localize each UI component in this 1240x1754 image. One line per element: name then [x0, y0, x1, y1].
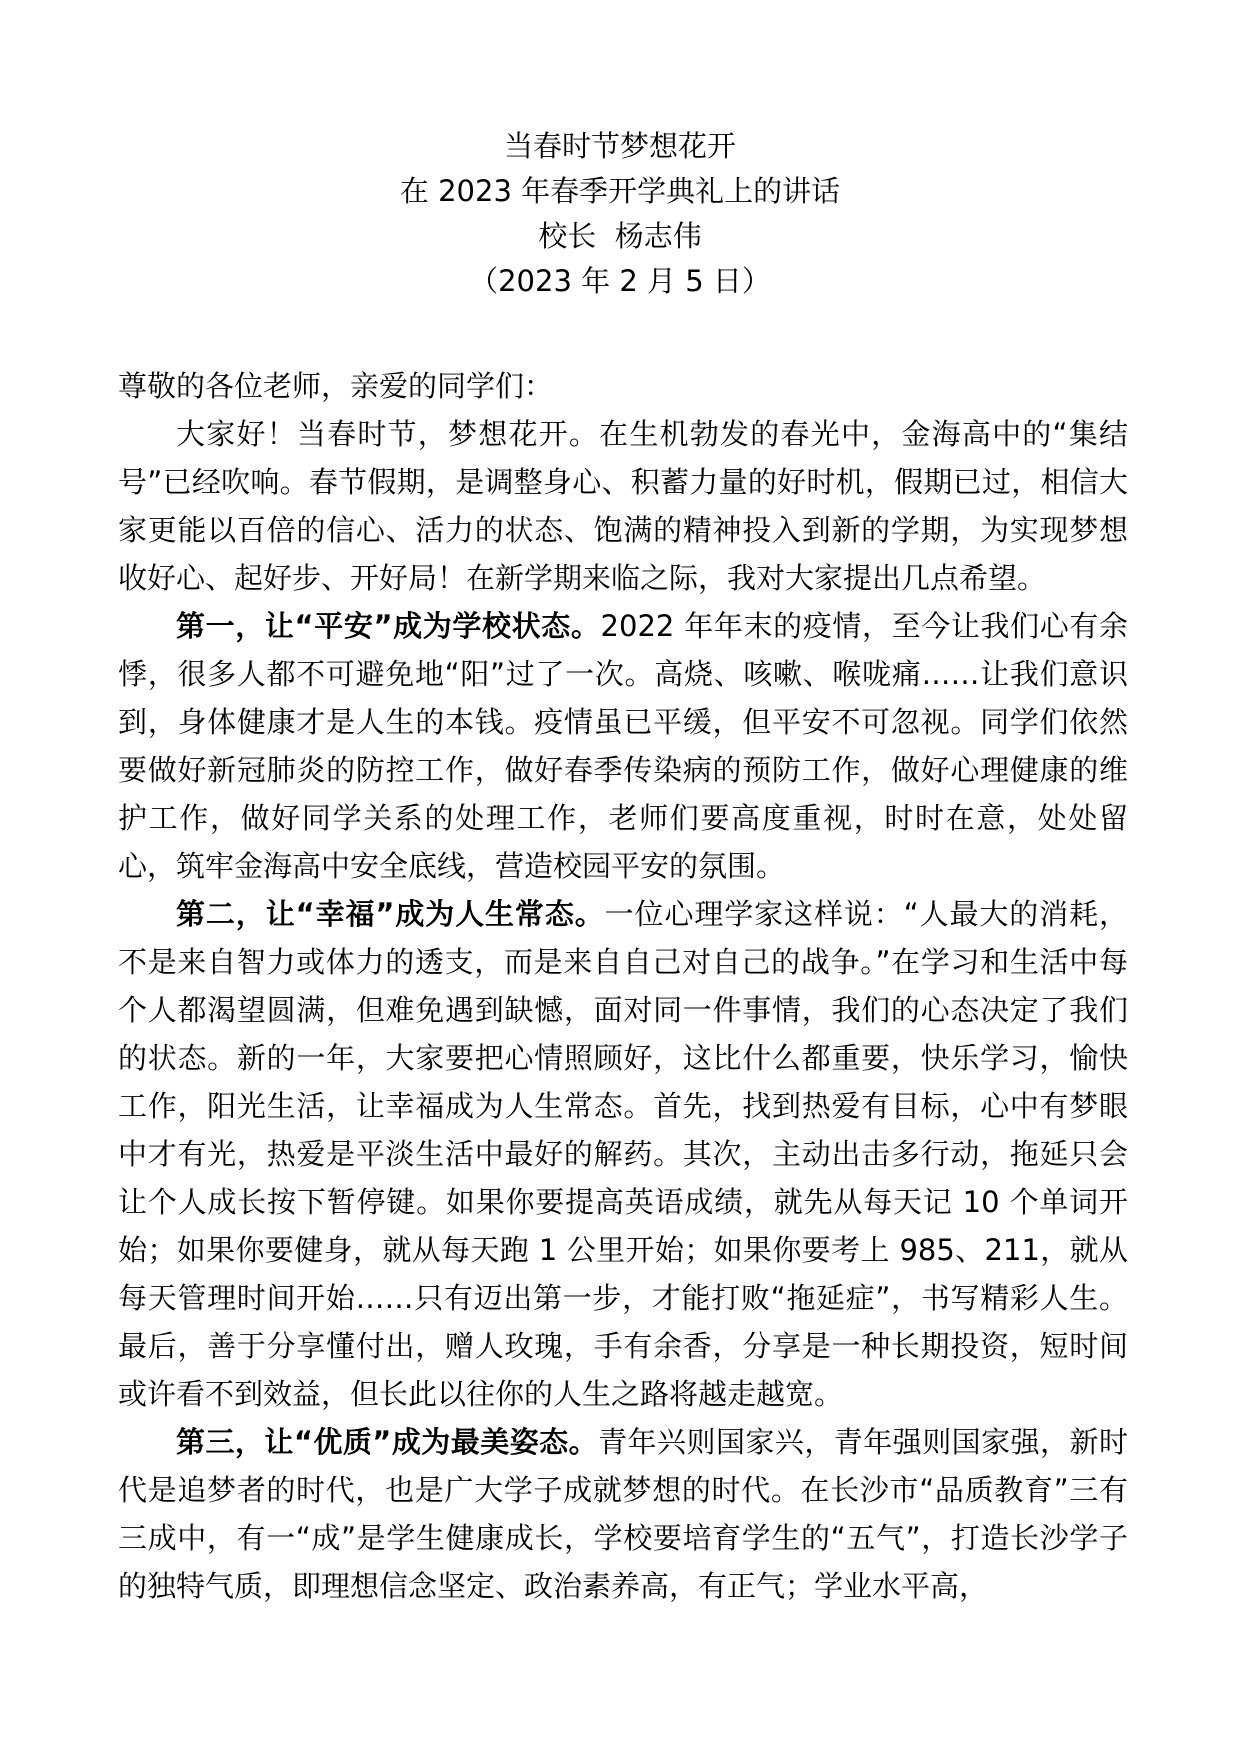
paragraph-point-three — [118, 1418, 1128, 1610]
paragraph-text: 青年兴则国家兴，青年强则国家强，新时代是追梦者的时代，也是广大学子成就梦想的时代。在长沙市“品质教育”三有三成中，有一“成”是学生健康成长，学校要培育学生的“五气”，打造长沙学子的独特气质，即理想信念坚定、政治素养高，有正气；学业水平高， — [118, 1425, 1128, 1603]
speaker-line: 校长 杨志伟 — [538, 219, 702, 253]
paragraph-lead: 第一，让“平安”成为学校状态。 — [176, 609, 601, 643]
speech-date: （2023 年 2 月 5 日） — [469, 264, 771, 298]
paragraph-lead: 第二，让“幸福”成为人生常态。 — [176, 897, 605, 931]
paragraph-text: 大家好！当春时节，梦想花开。在生机勃发的春光中，金海高中的“集结号”已经吹响。春节假期，是调整身心、积蓄力量的好时机，假期已过，相信大家更能以百倍的信心、活力的状态、饱满的精神投入到新的学期，为实现梦想收好心、起好步、开好局！在新学期来临之际，我对大家提出几点希望。 — [118, 417, 1128, 595]
paragraph-point-one — [118, 602, 1128, 890]
document-header — [0, 124, 1240, 304]
greeting: 尊敬的各位老师，亲爱的同学们： — [118, 369, 554, 403]
paragraph-opening — [118, 410, 1128, 602]
paragraph-text: 2022 年年末的疫情，至今让我们心有余悸，很多人都不可避免地“阳”过了一次。高烧、咳嗽、喉咙痛……让我们意识到，身体健康才是人生的本钱。疫情虽已平缓，但平安不可忽视。同学们依然要做好新冠肺炎的防控工作，做好春季传染病的预防工作，做好心理健康的维护工作，做好同学关系的处理工作，老师们要高度重视，时时在意，处处留心，筑牢金海高中安全底线，营造校园平安的氛围。 — [118, 609, 1128, 883]
paragraph-lead: 第三，让“优质”成为最美姿态。 — [176, 1425, 599, 1459]
document-body — [118, 362, 1128, 1610]
paragraph-point-two — [118, 890, 1128, 1418]
document-subtitle: 在 2023 年春季开学典礼上的讲话 — [399, 174, 841, 208]
document-title: 当春时节梦想花开 — [503, 129, 736, 163]
paragraph-text: 一位心理学家这样说：“人最大的消耗，不是来自智力或体力的透支，而是来自自己对自己的战争。”在学习和生活中每个人都渴望圆满，但难免遇到缺憾，面对同一件事情，我们的心态决定了我们的状态。新的一年，大家要把心情照顾好，这比什么都重要，快乐学习，愉快工作，阳光生活，让幸福成为人生常态。首先，找到热爱有目标，心中有梦眼中才有光，热爱是平淡生活中最好的解药。其次，主动出击多行动，拖延只会让个人成长按下暂停键。如果你要提高英语成绩，就先从每天记 10 个单词开始；如果你要健身，就从每天跑 1 公里开始；如果你要考上 985、211，就从每天管理时间开始……只有迈出第一步，才能打败“拖延症”，书写精彩人生。最后，善于分享懂付出，赠人玫瑰，手有余香，分享是一种长期投资，短时间或许看不到效益，但长此以往你的人生之路将越走越宽。 — [118, 897, 1128, 1411]
